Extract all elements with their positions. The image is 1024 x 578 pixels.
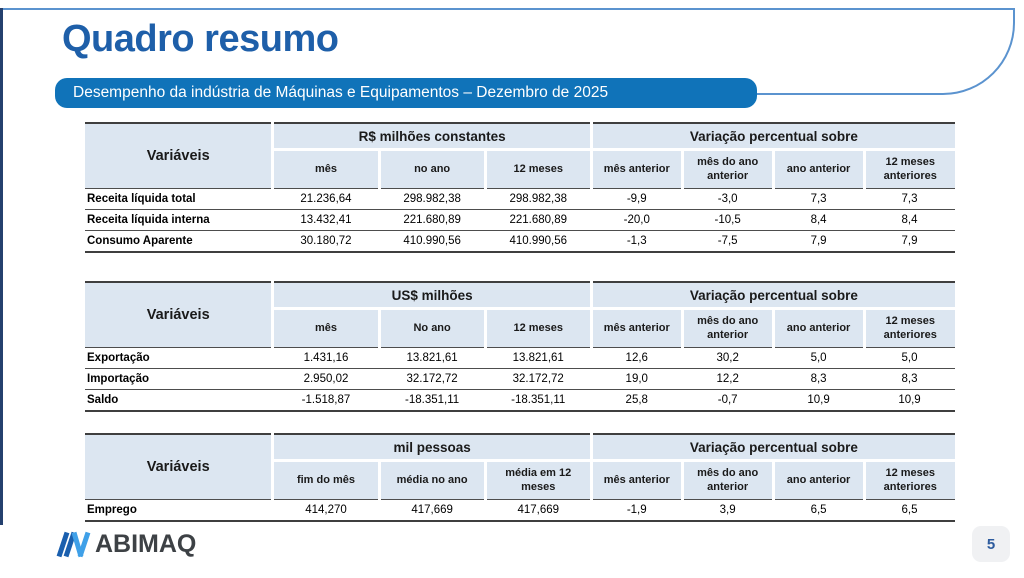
cell-value: -1.518,87 (273, 390, 379, 412)
corner-swoosh-line (757, 9, 1015, 95)
row-label: Emprego (85, 500, 273, 522)
row-label: Receita líquida interna (85, 210, 273, 231)
cell-value: 10,9 (864, 390, 955, 412)
cell-value: 6,5 (773, 500, 864, 522)
page-number: 5 (986, 535, 996, 553)
left-edge-accent-line (0, 8, 3, 525)
column-header: mês (273, 150, 379, 189)
cell-value: 2.950,02 (273, 369, 379, 390)
cell-value: 410.990,56 (485, 231, 591, 253)
table-row (85, 348, 955, 369)
cell-value: 7,3 (773, 189, 864, 210)
variation-group-header: Variação percentual sobre (591, 123, 955, 150)
cell-value: 19,0 (591, 369, 682, 390)
column-header: mês anterior (591, 461, 682, 500)
column-header: média no ano (379, 461, 485, 500)
cell-value: 8,4 (864, 210, 955, 231)
subtitle-banner (55, 78, 757, 108)
table-emprego (85, 433, 955, 522)
column-header: mês anterior (591, 150, 682, 189)
cell-value: 417,669 (485, 500, 591, 522)
column-header: mês (273, 309, 379, 348)
cell-value: 410.990,56 (379, 231, 485, 253)
table-row (85, 189, 955, 210)
cell-value: 3,9 (682, 500, 773, 522)
summary-table-grid (85, 281, 955, 412)
cell-value: 32.172,72 (485, 369, 591, 390)
cell-value: 30,2 (682, 348, 773, 369)
column-header: mês do ano anterior (682, 461, 773, 500)
abimaq-logo-text: ABIMAQ (95, 530, 197, 558)
cell-value: 5,0 (773, 348, 864, 369)
table-row (85, 390, 955, 412)
column-header: 12 meses anteriores (864, 150, 955, 189)
cell-value: -7,5 (682, 231, 773, 253)
row-label: Exportação (85, 348, 273, 369)
cell-value: -18.351,11 (379, 390, 485, 412)
cell-value: -0,7 (682, 390, 773, 412)
abimaq-logo (56, 530, 196, 559)
table-row (85, 369, 955, 390)
column-header: 12 meses (485, 309, 591, 348)
cell-value: -10,5 (682, 210, 773, 231)
cell-value: -18.351,11 (485, 390, 591, 412)
table-row (85, 500, 955, 522)
cell-value: 8,3 (773, 369, 864, 390)
cell-value: -20,0 (591, 210, 682, 231)
cell-value: 10,9 (773, 390, 864, 412)
value-group-header: mil pessoas (273, 434, 591, 461)
column-header: ano anterior (773, 150, 864, 189)
summary-table-grid (85, 433, 955, 522)
column-header: fim do mês (273, 461, 379, 500)
cell-value: -1,9 (591, 500, 682, 522)
row-label: Consumo Aparente (85, 231, 273, 253)
column-header: mês do ano anterior (682, 309, 773, 348)
subtitle-text: Desempenho da indústria de Máquinas e Equipamentos – Dezembro de 2025 (73, 84, 609, 101)
column-header: ano anterior (773, 309, 864, 348)
value-group-header: R$ milhões constantes (273, 123, 591, 150)
column-header: mês do ano anterior (682, 150, 773, 189)
column-header: 12 meses anteriores (864, 309, 955, 348)
variables-header: Variáveis (85, 434, 273, 500)
cell-value: 8,4 (773, 210, 864, 231)
cell-value: 417,669 (379, 500, 485, 522)
column-header: 12 meses (485, 150, 591, 189)
row-label: Importação (85, 369, 273, 390)
cell-value: 7,3 (864, 189, 955, 210)
page-number-badge (972, 526, 1010, 562)
table-receita-liquida (85, 122, 955, 253)
cell-value: 5,0 (864, 348, 955, 369)
variation-group-header: Variação percentual sobre (591, 282, 955, 309)
cell-value: 25,8 (591, 390, 682, 412)
cell-value: 7,9 (773, 231, 864, 253)
cell-value: 13.821,61 (485, 348, 591, 369)
cell-value: -1,3 (591, 231, 682, 253)
summary-table-grid (85, 122, 955, 253)
cell-value: 21.236,64 (273, 189, 379, 210)
cell-value: 12,6 (591, 348, 682, 369)
column-header: ano anterior (773, 461, 864, 500)
cell-value: 414,270 (273, 500, 379, 522)
cell-value: -3,0 (682, 189, 773, 210)
variation-group-header: Variação percentual sobre (591, 434, 955, 461)
cell-value: 221.680,89 (485, 210, 591, 231)
cell-value: 12,2 (682, 369, 773, 390)
cell-value: 298.982,38 (379, 189, 485, 210)
column-header: No ano (379, 309, 485, 348)
cell-value: 30.180,72 (273, 231, 379, 253)
table-comercio-exterior (85, 281, 955, 412)
cell-value: 8,3 (864, 369, 955, 390)
column-header: mês anterior (591, 309, 682, 348)
cell-value: 13.821,61 (379, 348, 485, 369)
row-label: Receita líquida total (85, 189, 273, 210)
value-group-header: US$ milhões (273, 282, 591, 309)
cell-value: -9,9 (591, 189, 682, 210)
cell-value: 221.680,89 (379, 210, 485, 231)
cell-value: 7,9 (864, 231, 955, 253)
row-label: Saldo (85, 390, 273, 412)
page-title: Quadro resumo (62, 18, 339, 60)
table-row (85, 210, 955, 231)
cell-value: 32.172,72 (379, 369, 485, 390)
column-header: no ano (379, 150, 485, 189)
column-header: média em 12 meses (485, 461, 591, 500)
variables-header: Variáveis (85, 123, 273, 189)
cell-value: 298.982,38 (485, 189, 591, 210)
column-header: 12 meses anteriores (864, 461, 955, 500)
cell-value: 13.432,41 (273, 210, 379, 231)
abimaq-logo-mark (56, 531, 92, 558)
cell-value: 1.431,16 (273, 348, 379, 369)
variables-header: Variáveis (85, 282, 273, 348)
cell-value: 6,5 (864, 500, 955, 522)
table-row (85, 231, 955, 253)
